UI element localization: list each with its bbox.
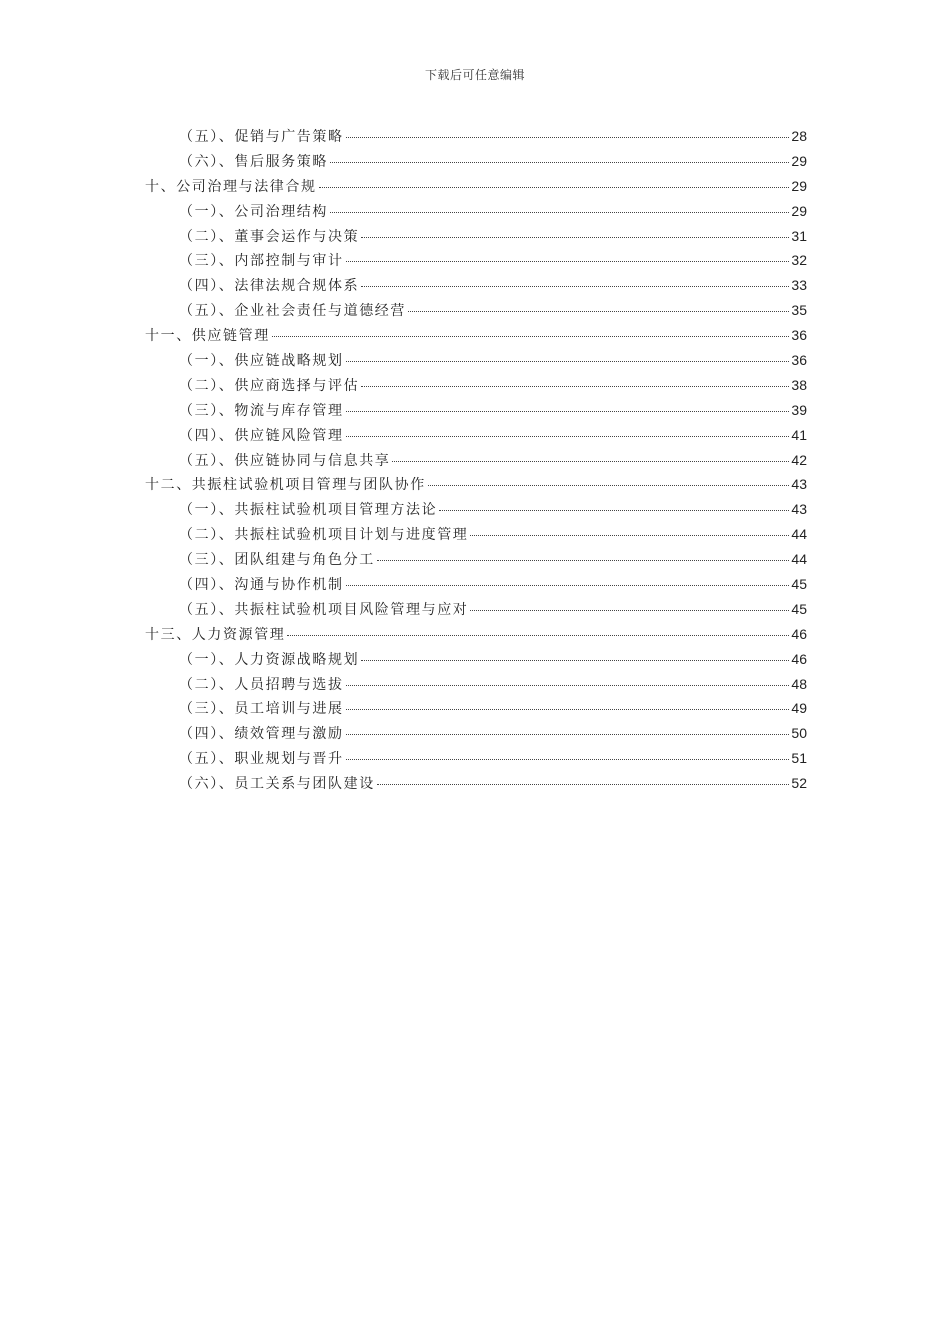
toc-entry-title: （一）、人力资源战略规划	[179, 651, 360, 668]
toc-entry-title: （六）、员工关系与团队建设	[179, 776, 375, 793]
toc-page-number: 44	[791, 551, 807, 568]
toc-page-number: 38	[791, 376, 807, 393]
toc-section-entry[interactable]	[145, 572, 807, 597]
dot-leader	[470, 535, 789, 536]
toc-section-entry[interactable]	[145, 547, 807, 572]
dot-leader	[272, 336, 790, 337]
toc-entry-title: （一）、公司治理结构	[179, 203, 328, 220]
toc-page-number: 36	[791, 352, 807, 369]
dot-leader	[361, 660, 789, 661]
dot-leader	[330, 212, 789, 213]
toc-page-number: 46	[791, 650, 807, 667]
dot-leader	[346, 436, 790, 437]
toc-page-number: 32	[791, 252, 807, 269]
toc-entry-title: 十二、共振柱试验机项目管理与团队协作	[145, 477, 426, 494]
dot-leader	[346, 759, 790, 760]
header-note: 下载后可任意编辑	[424, 68, 525, 82]
toc-entry-title: （三）、内部控制与审计	[179, 253, 344, 270]
toc-chapter-entry[interactable]	[145, 622, 807, 647]
dot-leader	[377, 560, 790, 561]
toc-page-number: 49	[791, 700, 807, 717]
toc-page-number: 44	[791, 526, 807, 543]
toc-entry-title: （五）、促销与广告策略	[179, 129, 344, 145]
dot-leader	[408, 311, 789, 312]
toc-section-entry[interactable]	[145, 771, 807, 796]
toc-section-entry[interactable]	[145, 149, 807, 174]
toc-chapter-entry[interactable]	[145, 174, 807, 199]
dot-leader	[346, 137, 790, 138]
toc-entry-title: （四）、沟通与协作机制	[179, 577, 344, 594]
toc-chapter-entry[interactable]	[145, 323, 807, 348]
toc-entry-title: 十一、供应链管理	[145, 328, 270, 345]
toc-entry-title: （二）、共振柱试验机项目计划与进度管理	[179, 527, 469, 544]
toc-section-entry[interactable]	[145, 696, 807, 721]
toc-entry-title: （四）、法律法规合规体系	[179, 278, 360, 295]
toc-page-number: 51	[791, 750, 807, 767]
dot-leader	[346, 361, 790, 362]
toc-entry-title: （三）、物流与库存管理	[179, 402, 344, 419]
toc-page-number: 35	[791, 302, 807, 319]
dot-leader	[439, 510, 789, 511]
toc-section-entry[interactable]	[145, 248, 807, 273]
toc-page-number: 43	[791, 501, 807, 518]
toc-entry-title: （二）、供应商选择与评估	[179, 377, 360, 394]
toc-section-entry[interactable]	[145, 423, 807, 448]
toc-entry-title: （五）、共振柱试验机项目风险管理与应对	[179, 601, 469, 618]
toc-entry-title: （一）、供应链战略规划	[179, 353, 344, 370]
dot-leader	[377, 784, 790, 785]
toc-section-entry[interactable]	[145, 597, 807, 622]
toc-section-entry[interactable]	[145, 124, 807, 149]
toc-entry-title: （五）、职业规划与晋升	[179, 751, 344, 768]
toc-chapter-entry[interactable]	[145, 472, 807, 497]
dot-leader	[428, 485, 790, 486]
toc-entry-title: （四）、绩效管理与激励	[179, 726, 344, 743]
dot-leader	[346, 734, 790, 735]
dot-leader	[392, 461, 789, 462]
toc-section-entry[interactable]	[145, 348, 807, 373]
toc-entry-title: 十、公司治理与法律合规	[145, 178, 317, 195]
toc-section-entry[interactable]	[145, 746, 807, 771]
toc-page-number: 43	[791, 476, 807, 493]
toc-entry-title: 十三、人力资源管理	[145, 626, 286, 643]
dot-leader	[361, 386, 789, 387]
toc-section-entry[interactable]	[145, 647, 807, 672]
dot-leader	[346, 709, 790, 710]
toc-section-entry[interactable]	[145, 373, 807, 398]
toc-section-entry[interactable]	[145, 497, 807, 522]
toc-section-entry[interactable]	[145, 398, 807, 423]
dot-leader	[361, 237, 789, 238]
toc-page-number: 45	[791, 600, 807, 617]
dot-leader	[346, 685, 790, 686]
toc-section-entry[interactable]	[145, 721, 807, 746]
toc-entry-title: （二）、人员招聘与选拔	[179, 676, 344, 693]
dot-leader	[470, 610, 789, 611]
toc-section-entry[interactable]	[145, 522, 807, 547]
toc-entry-title: （二）、董事会运作与决策	[179, 228, 360, 245]
toc-entry-title: （四）、供应链风险管理	[179, 427, 344, 444]
dot-leader	[346, 585, 790, 586]
toc-page-number: 45	[791, 576, 807, 593]
toc-entry-title: （三）、员工培训与进展	[179, 701, 344, 718]
toc-entry-title: （五）、供应链协同与信息共享	[179, 452, 391, 469]
toc-entry-title: （六）、售后服务策略	[179, 153, 328, 170]
toc-page-number: 48	[791, 675, 807, 692]
toc-entry-title: （一）、共振柱试验机项目管理方法论	[179, 502, 438, 519]
toc-page-number: 31	[791, 227, 807, 244]
toc-page-number: 29	[791, 177, 807, 194]
table-of-contents	[145, 124, 807, 796]
toc-section-entry[interactable]	[145, 298, 807, 323]
toc-page-number: 46	[791, 625, 807, 642]
toc-section-entry[interactable]	[145, 273, 807, 298]
toc-page-number: 29	[791, 202, 807, 219]
toc-page-number: 28	[791, 128, 807, 144]
toc-page-number: 29	[791, 152, 807, 169]
dot-leader	[346, 411, 790, 412]
toc-entry-title: （五）、企业社会责任与道德经营	[179, 303, 406, 320]
dot-leader	[319, 187, 790, 188]
dot-leader	[361, 286, 789, 287]
toc-page-number: 42	[791, 451, 807, 468]
toc-page-number: 33	[791, 277, 807, 294]
dot-leader	[287, 635, 789, 636]
toc-section-entry[interactable]	[145, 199, 807, 224]
toc-section-entry[interactable]	[145, 224, 807, 249]
toc-section-entry[interactable]	[145, 672, 807, 697]
toc-section-entry[interactable]	[145, 448, 807, 473]
dot-leader	[346, 261, 790, 262]
toc-entry-title: （三）、团队组建与角色分工	[179, 552, 375, 569]
toc-page-number: 52	[791, 775, 807, 792]
dot-leader	[330, 162, 789, 163]
toc-page-number: 41	[791, 426, 807, 443]
toc-page-number: 39	[791, 401, 807, 418]
toc-page-number: 50	[791, 725, 807, 742]
toc-page-number: 36	[791, 327, 807, 344]
